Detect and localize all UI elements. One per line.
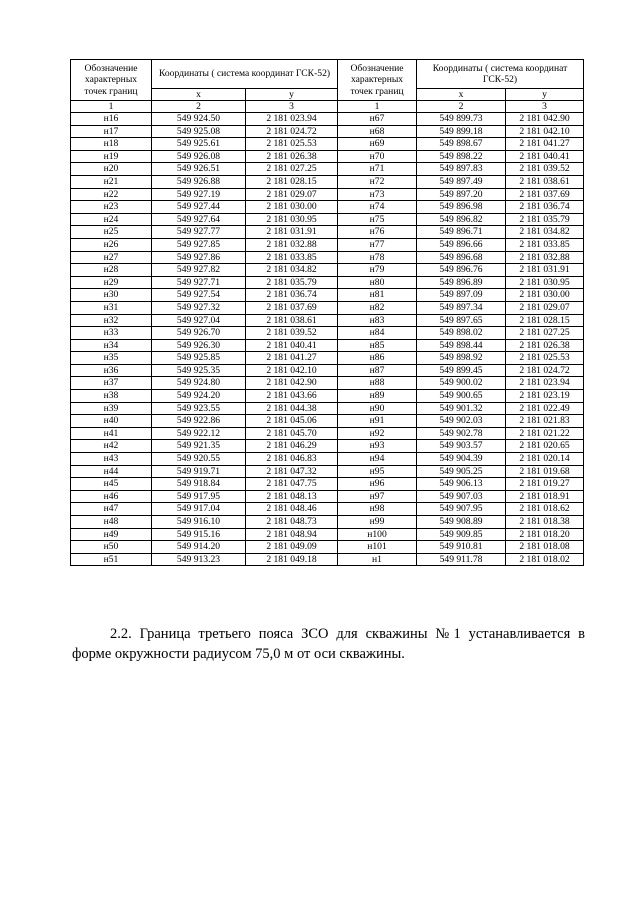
point-id-cell: н71 (338, 163, 417, 176)
x-coordinate-cell: 549 896.89 (417, 276, 506, 289)
table-row (71, 251, 584, 264)
point-id-cell: н34 (71, 339, 152, 352)
table-row (71, 453, 584, 466)
point-id-cell: н30 (71, 289, 152, 302)
section-paragraph (72, 624, 585, 664)
x-coordinate-cell: 549 927.86 (152, 251, 246, 264)
y-coordinate-cell: 2 181 030.95 (246, 213, 338, 226)
y-coordinate-cell: 2 181 045.70 (246, 427, 338, 440)
y-coordinate-cell: 2 181 039.52 (506, 163, 584, 176)
x-coordinate-cell: 549 927.54 (152, 289, 246, 302)
x-coordinate-cell: 549 927.71 (152, 276, 246, 289)
x-coordinate-cell: 549 927.85 (152, 238, 246, 251)
y-coordinate-cell: 2 181 038.61 (506, 175, 584, 188)
y-coordinate-cell: 2 181 042.90 (506, 113, 584, 126)
table-row (71, 289, 584, 302)
point-id-cell: н38 (71, 390, 152, 403)
y-coordinate-cell: 2 181 037.69 (246, 301, 338, 314)
point-id-cell: н77 (338, 238, 417, 251)
y-coordinate-cell: 2 181 018.91 (506, 490, 584, 503)
x-coordinate-cell: 549 910.81 (417, 541, 506, 554)
table-row (71, 377, 584, 390)
x-coordinate-cell: 549 897.20 (417, 188, 506, 201)
point-id-cell: н19 (71, 150, 152, 163)
x-coordinate-cell: 549 925.85 (152, 352, 246, 365)
y-coordinate-cell: 2 181 030.95 (506, 276, 584, 289)
point-id-cell: н88 (338, 377, 417, 390)
y-coordinate-cell: 2 181 018.20 (506, 528, 584, 541)
y-coordinate-cell: 2 181 026.38 (506, 339, 584, 352)
point-id-cell: н68 (338, 125, 417, 138)
x-coordinate-cell: 549 911.78 (417, 553, 506, 566)
x-coordinate-cell: 549 898.02 (417, 327, 506, 340)
table-row (71, 516, 584, 529)
y-coordinate-cell: 2 181 048.73 (246, 516, 338, 529)
x-coordinate-cell: 549 920.55 (152, 453, 246, 466)
table-row (71, 163, 584, 176)
x-coordinate-cell: 549 907.95 (417, 503, 506, 516)
y-coordinate-cell: 2 181 049.09 (246, 541, 338, 554)
column-number: 2 (152, 101, 246, 113)
x-coordinate-cell: 549 902.78 (417, 427, 506, 440)
point-id-cell: н99 (338, 516, 417, 529)
point-id-cell: н83 (338, 314, 417, 327)
table-row (71, 125, 584, 138)
x-coordinate-cell: 549 927.32 (152, 301, 246, 314)
point-id-cell: н42 (71, 440, 152, 453)
table-row (71, 503, 584, 516)
column-number: 1 (338, 101, 417, 113)
x-coordinate-cell: 549 927.44 (152, 201, 246, 214)
point-id-cell: н39 (71, 402, 152, 415)
y-coordinate-cell: 2 181 019.68 (506, 465, 584, 478)
x-coordinate-cell: 549 925.61 (152, 138, 246, 151)
y-coordinate-cell: 2 181 046.83 (246, 453, 338, 466)
table-row (71, 440, 584, 453)
point-id-cell: н48 (71, 516, 152, 529)
point-id-cell: н67 (338, 113, 417, 126)
x-coordinate-cell: 549 925.35 (152, 364, 246, 377)
x-coordinate-cell: 549 896.98 (417, 201, 506, 214)
x-coordinate-cell: 549 926.51 (152, 163, 246, 176)
x-coordinate-cell: 549 905.25 (417, 465, 506, 478)
x-coordinate-cell: 549 923.55 (152, 402, 246, 415)
y-coordinate-cell: 2 181 033.85 (506, 238, 584, 251)
y-coordinate-cell: 2 181 042.10 (246, 364, 338, 377)
x-coordinate-cell: 549 926.30 (152, 339, 246, 352)
y-header-left: y (246, 89, 338, 101)
table-row (71, 301, 584, 314)
table-row (71, 150, 584, 163)
point-id-cell: н94 (338, 453, 417, 466)
y-coordinate-cell: 2 181 023.19 (506, 390, 584, 403)
x-coordinate-cell: 549 902.03 (417, 415, 506, 428)
y-coordinate-cell: 2 181 023.94 (246, 113, 338, 126)
point-id-cell: н47 (71, 503, 152, 516)
y-coordinate-cell: 2 181 035.79 (246, 276, 338, 289)
y-coordinate-cell: 2 181 025.53 (246, 138, 338, 151)
x-coordinate-cell: 549 924.50 (152, 113, 246, 126)
x-coordinate-cell: 549 913.23 (152, 553, 246, 566)
x-coordinate-cell: 549 898.67 (417, 138, 506, 151)
y-coordinate-cell: 2 181 028.15 (506, 314, 584, 327)
y-coordinate-cell: 2 181 024.72 (506, 364, 584, 377)
y-coordinate-cell: 2 181 048.46 (246, 503, 338, 516)
x-coordinate-cell: 549 924.20 (152, 390, 246, 403)
point-id-cell: н90 (338, 402, 417, 415)
point-id-cell: н72 (338, 175, 417, 188)
y-coordinate-cell: 2 181 020.14 (506, 453, 584, 466)
coordinates-header-right: Координаты ( система координат ГСК-52) (417, 60, 584, 89)
y-coordinate-cell: 2 181 027.25 (246, 163, 338, 176)
point-id-cell: н16 (71, 113, 152, 126)
column-number-row (71, 101, 584, 113)
x-coordinate-cell: 549 926.88 (152, 175, 246, 188)
point-id-cell: н95 (338, 465, 417, 478)
point-id-cell: н21 (71, 175, 152, 188)
x-coordinate-cell: 549 917.04 (152, 503, 246, 516)
y-coordinate-cell: 2 181 042.90 (246, 377, 338, 390)
point-id-cell: н79 (338, 264, 417, 277)
x-coordinate-cell: 549 898.22 (417, 150, 506, 163)
column-number: 3 (246, 101, 338, 113)
y-coordinate-cell: 2 181 047.75 (246, 478, 338, 491)
table-row (71, 490, 584, 503)
x-coordinate-cell: 549 901.32 (417, 402, 506, 415)
y-coordinate-cell: 2 181 048.94 (246, 528, 338, 541)
y-coordinate-cell: 2 181 024.72 (246, 125, 338, 138)
point-id-cell: н32 (71, 314, 152, 327)
point-id-cell: н82 (338, 301, 417, 314)
x-coordinate-cell: 549 897.83 (417, 163, 506, 176)
point-id-cell: н43 (71, 453, 152, 466)
y-coordinate-cell: 2 181 023.94 (506, 377, 584, 390)
x-coordinate-cell: 549 896.76 (417, 264, 506, 277)
table-row (71, 327, 584, 340)
x-coordinate-cell: 549 896.71 (417, 226, 506, 239)
point-id-cell: н87 (338, 364, 417, 377)
x-coordinate-cell: 549 906.13 (417, 478, 506, 491)
table-row (71, 553, 584, 566)
point-id-cell: н78 (338, 251, 417, 264)
point-id-cell: н51 (71, 553, 152, 566)
point-id-cell: н18 (71, 138, 152, 151)
point-id-cell: н76 (338, 226, 417, 239)
x-coordinate-cell: 549 922.12 (152, 427, 246, 440)
y-coordinate-cell: 2 181 048.13 (246, 490, 338, 503)
point-id-cell: н45 (71, 478, 152, 491)
point-id-cell: н44 (71, 465, 152, 478)
y-coordinate-cell: 2 181 045.06 (246, 415, 338, 428)
y-coordinate-cell: 2 181 026.38 (246, 150, 338, 163)
point-id-cell: н1 (338, 553, 417, 566)
point-id-cell: н89 (338, 390, 417, 403)
table-row (71, 478, 584, 491)
table-row (71, 415, 584, 428)
y-coordinate-cell: 2 181 041.27 (506, 138, 584, 151)
point-id-cell: н22 (71, 188, 152, 201)
y-coordinate-cell: 2 181 033.85 (246, 251, 338, 264)
x-coordinate-cell: 549 922.86 (152, 415, 246, 428)
point-id-cell: н49 (71, 528, 152, 541)
x-coordinate-cell: 549 927.64 (152, 213, 246, 226)
table-row (71, 402, 584, 415)
point-id-cell: н69 (338, 138, 417, 151)
point-id-cell: н40 (71, 415, 152, 428)
x-coordinate-cell: 549 908.89 (417, 516, 506, 529)
x-coordinate-cell: 549 917.95 (152, 490, 246, 503)
designation-header-left: Обозначение характерных точек границ (71, 60, 152, 101)
paragraph-line: форме окружности радиусом 75,0 м от оси скважины. (72, 646, 405, 662)
point-id-cell: н23 (71, 201, 152, 214)
y-coordinate-cell: 2 181 039.52 (246, 327, 338, 340)
point-id-cell: н100 (338, 528, 417, 541)
x-coordinate-cell: 549 925.08 (152, 125, 246, 138)
coordinates-header-left: Координаты ( система координат ГСК-52) (152, 60, 338, 89)
x-coordinate-cell: 549 898.92 (417, 352, 506, 365)
y-coordinate-cell: 2 181 032.88 (506, 251, 584, 264)
point-id-cell: н31 (71, 301, 152, 314)
x-coordinate-cell: 549 897.65 (417, 314, 506, 327)
table-row (71, 364, 584, 377)
point-id-cell: н86 (338, 352, 417, 365)
y-header-right: y (506, 89, 584, 101)
x-coordinate-cell: 549 896.68 (417, 251, 506, 264)
x-coordinate-cell: 549 900.65 (417, 390, 506, 403)
point-id-cell: н29 (71, 276, 152, 289)
y-coordinate-cell: 2 181 046.29 (246, 440, 338, 453)
x-coordinate-cell: 549 900.02 (417, 377, 506, 390)
y-coordinate-cell: 2 181 047.32 (246, 465, 338, 478)
x-coordinate-cell: 549 899.18 (417, 125, 506, 138)
x-coordinate-cell: 549 898.44 (417, 339, 506, 352)
y-coordinate-cell: 2 181 037.69 (506, 188, 584, 201)
x-coordinate-cell: 549 919.71 (152, 465, 246, 478)
table-row (71, 238, 584, 251)
x-coordinate-cell: 549 927.82 (152, 264, 246, 277)
x-coordinate-cell: 549 899.45 (417, 364, 506, 377)
y-coordinate-cell: 2 181 020.65 (506, 440, 584, 453)
table-row (71, 175, 584, 188)
header-row (71, 60, 584, 89)
point-id-cell: н20 (71, 163, 152, 176)
table-row (71, 113, 584, 126)
table-row (71, 138, 584, 151)
x-coordinate-cell: 549 899.73 (417, 113, 506, 126)
point-id-cell: н70 (338, 150, 417, 163)
y-coordinate-cell: 2 181 018.62 (506, 503, 584, 516)
y-coordinate-cell: 2 181 021.22 (506, 427, 584, 440)
x-coordinate-cell: 549 904.39 (417, 453, 506, 466)
y-coordinate-cell: 2 181 038.61 (246, 314, 338, 327)
y-coordinate-cell: 2 181 044.38 (246, 402, 338, 415)
point-id-cell: н41 (71, 427, 152, 440)
x-coordinate-cell: 549 926.70 (152, 327, 246, 340)
y-coordinate-cell: 2 181 040.41 (506, 150, 584, 163)
table-row (71, 528, 584, 541)
point-id-cell: н80 (338, 276, 417, 289)
designation-header-right: Обозначение характерных точек границ (338, 60, 417, 101)
x-coordinate-cell: 549 909.85 (417, 528, 506, 541)
y-coordinate-cell: 2 181 043.66 (246, 390, 338, 403)
y-coordinate-cell: 2 181 040.41 (246, 339, 338, 352)
table-row (71, 465, 584, 478)
point-id-cell: н81 (338, 289, 417, 302)
x-coordinate-cell: 549 903.57 (417, 440, 506, 453)
point-id-cell: н84 (338, 327, 417, 340)
x-coordinate-cell: 549 896.66 (417, 238, 506, 251)
point-id-cell: н97 (338, 490, 417, 503)
point-id-cell: н74 (338, 201, 417, 214)
y-coordinate-cell: 2 181 030.00 (506, 289, 584, 302)
point-id-cell: н98 (338, 503, 417, 516)
x-coordinate-cell: 549 916.10 (152, 516, 246, 529)
table-row (71, 226, 584, 239)
x-coordinate-cell: 549 907.03 (417, 490, 506, 503)
x-coordinate-cell: 549 926.08 (152, 150, 246, 163)
y-coordinate-cell: 2 181 031.91 (246, 226, 338, 239)
y-coordinate-cell: 2 181 025.53 (506, 352, 584, 365)
table-body (71, 113, 584, 566)
column-number: 3 (506, 101, 584, 113)
y-coordinate-cell: 2 181 029.07 (246, 188, 338, 201)
point-id-cell: н36 (71, 364, 152, 377)
x-coordinate-cell: 549 897.09 (417, 289, 506, 302)
point-id-cell: н26 (71, 238, 152, 251)
table-row (71, 264, 584, 277)
table-row (71, 541, 584, 554)
y-coordinate-cell: 2 181 018.38 (506, 516, 584, 529)
y-coordinate-cell: 2 181 029.07 (506, 301, 584, 314)
y-coordinate-cell: 2 181 041.27 (246, 352, 338, 365)
y-coordinate-cell: 2 181 021.83 (506, 415, 584, 428)
coordinates-table (70, 59, 584, 566)
point-id-cell: н101 (338, 541, 417, 554)
column-number: 2 (417, 101, 506, 113)
point-id-cell: н85 (338, 339, 417, 352)
point-id-cell: н17 (71, 125, 152, 138)
point-id-cell: н27 (71, 251, 152, 264)
table-row (71, 390, 584, 403)
point-id-cell: н37 (71, 377, 152, 390)
table-row (71, 427, 584, 440)
x-coordinate-cell: 549 921.35 (152, 440, 246, 453)
y-coordinate-cell: 2 181 018.08 (506, 541, 584, 554)
x-coordinate-cell: 549 927.77 (152, 226, 246, 239)
y-coordinate-cell: 2 181 028.15 (246, 175, 338, 188)
y-coordinate-cell: 2 181 031.91 (506, 264, 584, 277)
y-coordinate-cell: 2 181 042.10 (506, 125, 584, 138)
y-coordinate-cell: 2 181 034.82 (506, 226, 584, 239)
point-id-cell: н24 (71, 213, 152, 226)
point-id-cell: н46 (71, 490, 152, 503)
y-coordinate-cell: 2 181 022.49 (506, 402, 584, 415)
point-id-cell: н91 (338, 415, 417, 428)
x-coordinate-cell: 549 896.82 (417, 213, 506, 226)
point-id-cell: н33 (71, 327, 152, 340)
y-coordinate-cell: 2 181 027.25 (506, 327, 584, 340)
x-coordinate-cell: 549 927.04 (152, 314, 246, 327)
y-coordinate-cell: 2 181 034.82 (246, 264, 338, 277)
paragraph-line: 2.2. Граница третьего пояса ЗСО для скважины №1 устанавливается в (110, 626, 585, 642)
point-id-cell: н50 (71, 541, 152, 554)
y-coordinate-cell: 2 181 019.27 (506, 478, 584, 491)
table-row (71, 314, 584, 327)
y-coordinate-cell: 2 181 049.18 (246, 553, 338, 566)
table-row (71, 339, 584, 352)
table-row (71, 352, 584, 365)
x-header-right: x (417, 89, 506, 101)
x-coordinate-cell: 549 915.16 (152, 528, 246, 541)
x-header-left: x (152, 89, 246, 101)
point-id-cell: н35 (71, 352, 152, 365)
table-row (71, 188, 584, 201)
table-row (71, 213, 584, 226)
y-coordinate-cell: 2 181 030.00 (246, 201, 338, 214)
point-id-cell: н73 (338, 188, 417, 201)
x-coordinate-cell: 549 897.34 (417, 301, 506, 314)
table-row (71, 201, 584, 214)
point-id-cell: н25 (71, 226, 152, 239)
y-coordinate-cell: 2 181 032.88 (246, 238, 338, 251)
point-id-cell: н92 (338, 427, 417, 440)
column-number: 1 (71, 101, 152, 113)
point-id-cell: н96 (338, 478, 417, 491)
x-coordinate-cell: 549 927.19 (152, 188, 246, 201)
x-coordinate-cell: 549 897.49 (417, 175, 506, 188)
point-id-cell: н28 (71, 264, 152, 277)
table-row (71, 276, 584, 289)
y-coordinate-cell: 2 181 035.79 (506, 213, 584, 226)
y-coordinate-cell: 2 181 036.74 (506, 201, 584, 214)
point-id-cell: н75 (338, 213, 417, 226)
x-coordinate-cell: 549 924.80 (152, 377, 246, 390)
y-coordinate-cell: 2 181 036.74 (246, 289, 338, 302)
x-coordinate-cell: 549 914.20 (152, 541, 246, 554)
point-id-cell: н93 (338, 440, 417, 453)
x-coordinate-cell: 549 918.84 (152, 478, 246, 491)
y-coordinate-cell: 2 181 018.02 (506, 553, 584, 566)
